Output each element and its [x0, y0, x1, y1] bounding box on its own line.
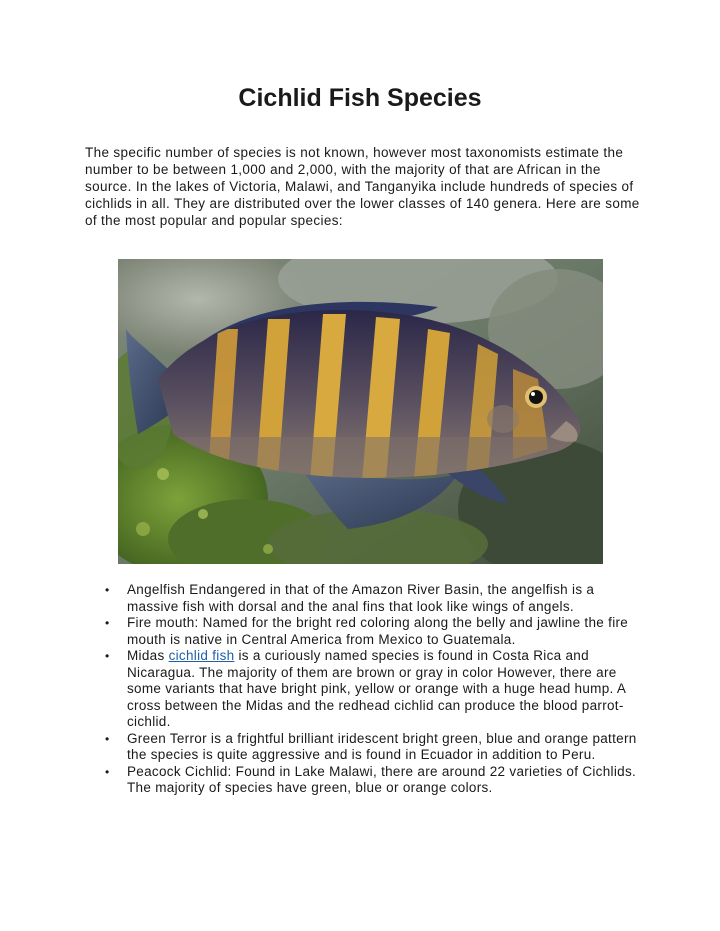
list-item-green-terror	[103, 731, 643, 764]
list-item-text-pre: Midas	[127, 648, 169, 663]
list-item-midas	[103, 648, 643, 731]
list-item-text: Fire mouth: Named for the bright red coloring along the belly and jawline the fire mouth is native in Central America from Mexico to Guatemala.	[127, 615, 629, 647]
bullet-icon: •	[105, 616, 110, 630]
species-list	[103, 582, 643, 797]
list-item-angelfish	[103, 582, 643, 615]
intro-paragraph: The specific number of species is not known, however most taxonomists estimate the number to be between 1,000 and 2,000, with the majority of that are African in the source. In the lakes of Victoria, Malawi, and Tanganyika include hundreds of species of cichlids in all. They are distributed over the lower classes of 140 genera. Here are some of the most popular and popular species:	[85, 145, 640, 229]
list-item-text: Green Terror is a frightful brilliant iridescent bright green, blue and orange pattern the species is quite aggressive and is found in Ecuador in addition to Peru.	[127, 730, 637, 762]
cichlid-fish-link[interactable]: cichlid fish	[168, 648, 235, 663]
bullet-icon: •	[105, 583, 110, 597]
bullet-icon: •	[105, 764, 110, 779]
bullet-icon: •	[105, 731, 110, 746]
list-item-fire-mouth	[103, 615, 643, 648]
list-item-text: Peacock Cichlid: Found in Lake Malawi, there are around 22 varieties of Cichlids. The majority of species have green, blue or orange colors.	[127, 763, 637, 795]
list-item-text: Angelfish Endangered in that of the Amazon River Basin, the angelfish is a massive fish with dorsal and the anal fins that look like wings of angels.	[127, 582, 595, 614]
list-item-text-post: is a curiously named species is found in Costa Rica and Nicaragua. The majority of them are brown or gray in color However, there are some variants that have bright pink, yellow or orange with a huge head hump. A cross between the Midas and the redhead cichlid can produce the blood parrot-cichlid.	[127, 648, 626, 729]
bullet-icon: •	[105, 649, 110, 663]
page-title: Cichlid Fish Species	[238, 84, 482, 112]
cichlid-photo	[118, 259, 603, 564]
list-item-peacock-cichlid	[103, 764, 643, 797]
